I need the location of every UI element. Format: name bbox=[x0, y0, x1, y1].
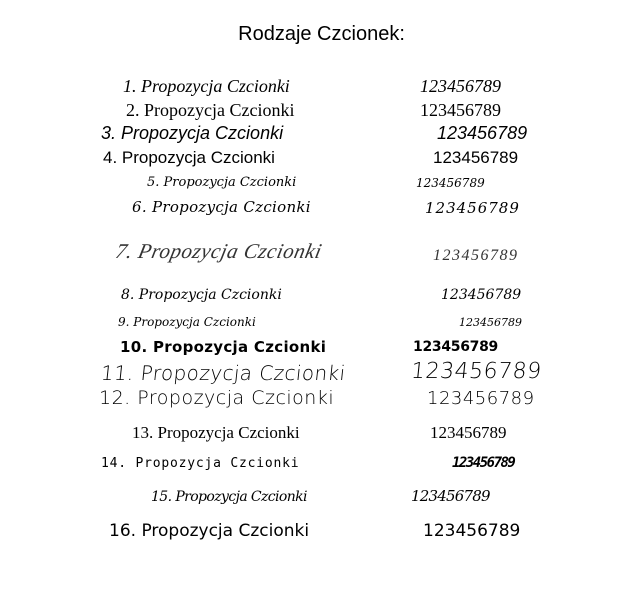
font-sample-label: 3. Propozycja Czcionki bbox=[101, 123, 284, 143]
font-sample-digits: 123456789 bbox=[420, 76, 501, 96]
page-title: Rodzaje Czcionek: bbox=[238, 23, 405, 45]
font-sample-digits: 123456789 bbox=[413, 339, 498, 355]
font-sample-digits: 123456789 bbox=[433, 148, 519, 167]
font-sample-digits: 123456789 bbox=[430, 423, 507, 442]
font-sample-label: 5. Propozycja Czcionki bbox=[147, 175, 297, 190]
font-sample-digits: 123456789 bbox=[452, 455, 515, 471]
font-sample-digits: 123456789 bbox=[423, 521, 521, 541]
font-sample-digits: 123456789 bbox=[427, 388, 535, 409]
font-sample-digits: 123456789 bbox=[411, 487, 490, 505]
font-sample-label: 13. Propozycja Czcionki bbox=[132, 423, 300, 442]
font-sample-label: 9. Propozycja Czcionki bbox=[118, 315, 256, 329]
font-sample-label: 2. Propozycja Czcionki bbox=[126, 100, 295, 120]
font-sample-label: 6. Propozycja Czcionki bbox=[132, 198, 311, 216]
font-sample-label: 12. Propozycja Czcionki bbox=[99, 387, 335, 409]
font-sample-label: 7. Propozycja Czcionki bbox=[113, 239, 325, 263]
font-sample-digits: 123456789 bbox=[416, 176, 485, 190]
font-sample-label: 4. Propozycja Czcionki bbox=[103, 148, 275, 167]
font-sample-digits: 123456789 bbox=[425, 199, 520, 217]
font-sample-digits: 123456789 bbox=[420, 100, 501, 120]
font-sample-digits: 123456789 bbox=[441, 287, 522, 303]
font-sample-label: 11. Propozycja Czcionki bbox=[99, 361, 347, 385]
font-sample-label: 15. Propozycja Czcionki bbox=[151, 489, 307, 505]
font-sample-label: 10. Propozycja Czcionki bbox=[120, 338, 327, 356]
font-sample-label: 14. Propozycja Czcionki bbox=[101, 456, 300, 471]
font-sample-digits: 123456789 bbox=[459, 316, 522, 329]
font-sample-label: 1. Propozycja Czcionki bbox=[123, 76, 290, 96]
font-sample-label: 8. Propozycja Czcionki bbox=[121, 287, 282, 303]
font-sample-digits: 123456789 bbox=[433, 247, 519, 264]
font-sample-label: 16. Propozycja Czcionki bbox=[109, 521, 310, 541]
font-sample-digits: 123456789 bbox=[409, 359, 543, 384]
font-sample-digits: 123456789 bbox=[437, 123, 528, 143]
